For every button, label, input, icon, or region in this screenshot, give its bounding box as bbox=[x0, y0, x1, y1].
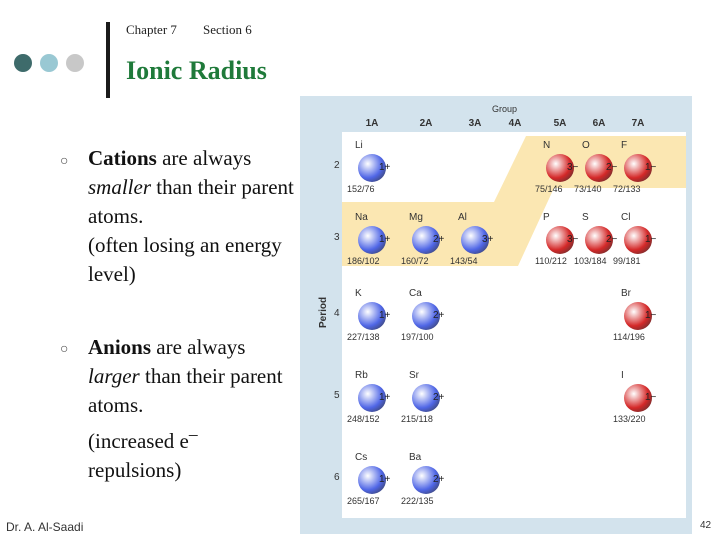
element-symbol: S bbox=[582, 212, 589, 223]
ion-charge: 1+ bbox=[379, 392, 391, 403]
ionic-radius-figure bbox=[300, 96, 692, 534]
bullet-text: than their parent atoms. bbox=[88, 364, 283, 417]
element-symbol: Li bbox=[355, 140, 363, 151]
radius-values: 248/152 bbox=[347, 414, 380, 424]
atom-al bbox=[450, 212, 498, 266]
period-label-4: 4 bbox=[334, 308, 340, 319]
element-symbol: Al bbox=[458, 212, 467, 223]
ion-charge: 1+ bbox=[379, 474, 391, 485]
element-symbol: Br bbox=[621, 288, 631, 299]
radius-values: 75/146 bbox=[535, 184, 563, 194]
ion-charge: 3− bbox=[567, 234, 579, 245]
ion-charge: 2+ bbox=[433, 392, 445, 403]
element-symbol: Mg bbox=[409, 212, 423, 223]
atom-k bbox=[347, 288, 395, 342]
chapter-label: Chapter 7 bbox=[126, 22, 177, 37]
ion-charge: 2+ bbox=[433, 234, 445, 245]
period-label-2: 2 bbox=[334, 160, 340, 171]
bullet-note: (increased e– bbox=[88, 424, 198, 453]
element-symbol: K bbox=[355, 288, 362, 299]
bullet-note: repulsions) bbox=[88, 458, 182, 482]
atom-na bbox=[347, 212, 395, 266]
radius-values: 152/76 bbox=[347, 184, 375, 194]
atom-br bbox=[613, 288, 661, 342]
element-symbol: Na bbox=[355, 212, 368, 223]
ion-charge: 1− bbox=[645, 310, 657, 321]
circle-bullet-icon: ○ bbox=[60, 154, 69, 169]
bullet-note: (often losing an energy level) bbox=[88, 233, 282, 286]
ion-charge: 1− bbox=[645, 392, 657, 403]
bullet-text: are always bbox=[151, 335, 246, 359]
ion-charge: 1− bbox=[645, 162, 657, 173]
radius-values: 72/133 bbox=[613, 184, 641, 194]
atom-mg bbox=[401, 212, 449, 266]
bullet-cations bbox=[88, 144, 298, 289]
bullet-anions bbox=[88, 333, 298, 485]
radius-values: 133/220 bbox=[613, 414, 646, 424]
radius-values: 222/135 bbox=[401, 496, 434, 506]
radius-values: 143/54 bbox=[450, 256, 478, 266]
bullet-text: are always bbox=[156, 146, 252, 170]
ion-charge: 1− bbox=[645, 234, 657, 245]
ion-charge: 1+ bbox=[379, 310, 391, 321]
element-symbol: Sr bbox=[409, 370, 419, 381]
ion-charge: 1+ bbox=[379, 234, 391, 245]
atom-li bbox=[347, 140, 395, 194]
radius-values: 73/140 bbox=[574, 184, 602, 194]
atom-ba bbox=[401, 452, 449, 506]
dot-light-blue bbox=[40, 54, 58, 72]
element-symbol: Rb bbox=[355, 370, 368, 381]
period-label-3: 3 bbox=[334, 232, 340, 243]
ion-charge: 1+ bbox=[379, 162, 391, 173]
bullet-bold: Anions bbox=[88, 335, 152, 359]
radius-values: 99/181 bbox=[613, 256, 641, 266]
group-label-1a: 1A bbox=[365, 118, 379, 129]
element-symbol: Cs bbox=[355, 452, 368, 463]
radius-values: 114/196 bbox=[613, 332, 645, 342]
atom-rb bbox=[347, 370, 395, 424]
group-label-5a: 5A bbox=[553, 118, 567, 129]
bullet-italic: smaller bbox=[88, 175, 151, 199]
period-label-5: 5 bbox=[334, 390, 340, 401]
element-symbol: Cl bbox=[621, 212, 631, 223]
slide-title: Ionic Radius bbox=[126, 56, 267, 85]
group-label-2a: 2A bbox=[419, 118, 433, 129]
radius-values: 197/100 bbox=[401, 332, 434, 342]
footer-author: Dr. A. Al-Saadi bbox=[6, 520, 84, 534]
element-symbol: Ba bbox=[409, 452, 422, 463]
circle-bullet-icon: ○ bbox=[60, 342, 69, 357]
ion-charge: 3+ bbox=[482, 234, 494, 245]
element-symbol: F bbox=[621, 140, 628, 151]
group-label-4a: 4A bbox=[508, 118, 522, 129]
ion-charge: 2− bbox=[606, 162, 618, 173]
ion-charge: 2+ bbox=[433, 310, 445, 321]
element-symbol: Ca bbox=[409, 288, 422, 299]
element-symbol: O bbox=[582, 140, 590, 151]
ion-charge: 2+ bbox=[433, 474, 445, 485]
radius-values: 160/72 bbox=[401, 256, 429, 266]
ion-charge: 3− bbox=[567, 162, 579, 173]
atom-f bbox=[613, 140, 661, 194]
period-axis-label: Period bbox=[318, 296, 329, 328]
atom-sr bbox=[401, 370, 449, 424]
radius-values: 186/102 bbox=[347, 256, 380, 266]
atom-cl bbox=[613, 212, 661, 266]
element-symbol: I bbox=[621, 370, 624, 381]
dot-dark bbox=[14, 54, 32, 72]
atom-ca bbox=[401, 288, 449, 342]
page-number: 42 bbox=[700, 520, 712, 531]
radius-values: 265/167 bbox=[347, 496, 380, 506]
atom-i bbox=[613, 370, 661, 424]
radius-values: 227/138 bbox=[347, 332, 380, 342]
bullet-bold: Cations bbox=[88, 146, 157, 170]
ion-charge: 2− bbox=[606, 234, 618, 245]
radius-values: 110/212 bbox=[535, 256, 567, 266]
period-label-6: 6 bbox=[334, 472, 340, 483]
group-label-3a: 3A bbox=[468, 118, 482, 129]
dot-gray bbox=[66, 54, 84, 72]
bullet-italic: larger bbox=[88, 364, 140, 388]
radius-values: 215/118 bbox=[401, 414, 433, 424]
radius-values: 103/184 bbox=[574, 256, 607, 266]
bullet-text: than their parent atoms. bbox=[88, 175, 294, 228]
section-label: Section 6 bbox=[203, 22, 252, 37]
group-axis-label: Group bbox=[492, 104, 518, 114]
header-divider bbox=[106, 22, 110, 98]
atom-cs bbox=[347, 452, 395, 506]
group-label-7a: 7A bbox=[631, 118, 645, 129]
group-label-6a: 6A bbox=[592, 118, 606, 129]
element-symbol: P bbox=[543, 212, 550, 223]
element-symbol: N bbox=[543, 140, 551, 151]
superscript-charge: – bbox=[188, 424, 198, 444]
